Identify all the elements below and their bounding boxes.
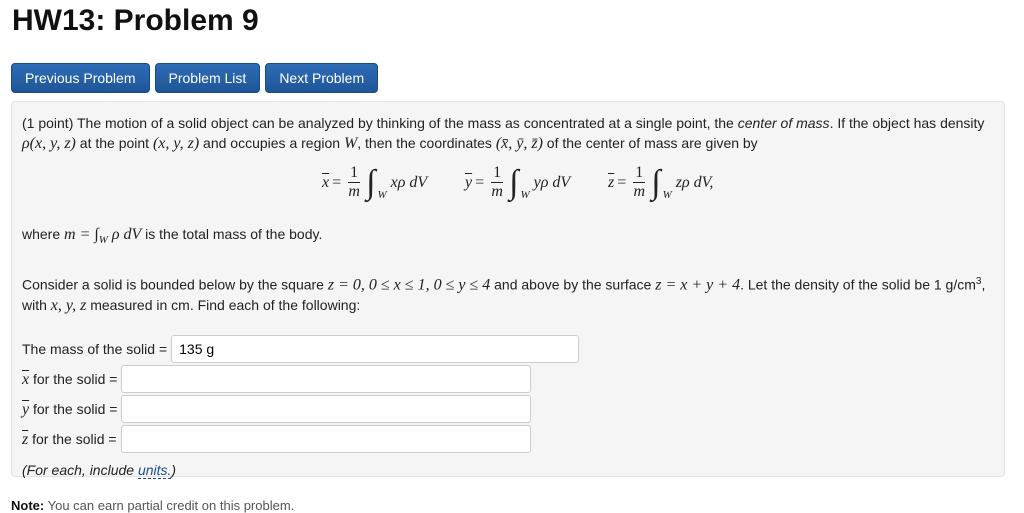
- answer-section: [22, 334, 994, 454]
- integral-subscript: W: [377, 188, 387, 201]
- denominator: m: [491, 183, 503, 200]
- xbar-symbol: $\overline{x}$: [322, 173, 330, 191]
- intro-text: (1 point) The motion of a solid object can be analyzed by thinking of the mass as concentrated at a single point, the: [22, 115, 734, 131]
- denominator: m: [633, 183, 646, 200]
- page-title: HW13: Problem 9: [12, 4, 259, 37]
- units-help-link[interactable]: units.: [137, 462, 172, 479]
- ybar-label-symbol: $\overline{y}$: [22, 400, 30, 418]
- x-integrand: xρ dV: [390, 173, 428, 191]
- zbar-input[interactable]: [121, 425, 531, 453]
- zbar-answer-row: [22, 424, 994, 454]
- density-unit: g/cm: [945, 276, 976, 293]
- variables-math: x, y, z: [50, 297, 87, 315]
- hint-suffix: ): [171, 462, 177, 479]
- problem-setup: [22, 272, 994, 317]
- fraction: [633, 164, 645, 201]
- mass-input[interactable]: [171, 335, 579, 363]
- ybar-label-text: for the solid =: [33, 400, 118, 417]
- xbar-label-symbol: $\overline{x}$: [22, 370, 30, 388]
- mass-integral-math: m = ∫: [64, 226, 99, 243]
- mass-answer-row: [22, 334, 994, 364]
- density-text-d: , then the coordinates: [357, 135, 492, 151]
- note-text: You can earn partial credit on this problem.: [47, 498, 295, 513]
- density-text: density: [940, 115, 985, 131]
- xbar-input[interactable]: [121, 365, 531, 393]
- center-of-mass-formula: [22, 160, 994, 218]
- partial-credit-note: [11, 498, 294, 513]
- numerator: 1: [635, 164, 644, 181]
- xbar-label-text: for the solid =: [33, 370, 118, 387]
- previous-problem-button[interactable]: Previous Problem: [11, 63, 150, 93]
- intro-suffix: . If the object has: [829, 115, 937, 131]
- where-suffix: is the total mass of the body.: [145, 226, 323, 242]
- integral-sign: ∫: [651, 163, 661, 201]
- density-function: ρ(x, y, z): [22, 135, 76, 152]
- ybar-input[interactable]: [121, 395, 531, 423]
- mass-integral-subscript: W: [98, 233, 108, 246]
- xbar-label: [22, 369, 117, 390]
- hint-text: (For each, include: [22, 462, 135, 479]
- xbar-answer-row: [22, 364, 994, 394]
- density-text-b: at the point: [79, 135, 150, 151]
- zbar-symbol: $\overline{z}$: [608, 173, 615, 191]
- fraction: [348, 164, 360, 201]
- total-mass-definition: [22, 224, 994, 250]
- fraction: [491, 164, 503, 201]
- mass-integrand-math: ρ dV: [111, 226, 142, 243]
- integral-subscript: W: [520, 188, 530, 201]
- y-integrand: yρ dV: [533, 173, 571, 191]
- numerator: 1: [350, 164, 359, 181]
- setup-text-c: . Let the density of the solid be 1: [740, 276, 942, 293]
- numerator: 1: [493, 164, 502, 181]
- mass-label: The mass of the solid =: [22, 341, 168, 358]
- zbar-label-text: for the solid =: [32, 430, 117, 447]
- equals-sign: =: [617, 173, 627, 191]
- region-math: W: [343, 135, 358, 152]
- integral-subscript: W: [662, 188, 672, 201]
- units-hint: [22, 460, 994, 480]
- problem-list-button[interactable]: Problem List: [155, 63, 261, 93]
- zbar-label: [22, 429, 117, 450]
- problem-nav: [11, 63, 378, 93]
- denominator: m: [348, 183, 360, 200]
- intro-emphasis: center of mass: [737, 115, 830, 131]
- coords-math: (x̄, ȳ, z̄): [495, 135, 543, 152]
- bounds-math: z = 0, 0 ≤ x ≤ 1, 0 ≤ y ≤ 4: [327, 276, 491, 294]
- xbar-equation: [322, 164, 427, 201]
- setup-text-b: and above by the surface: [494, 276, 652, 293]
- setup-text-f: measured in cm. Find each of the following:: [90, 297, 361, 314]
- ybar-symbol: $\overline{y}$: [465, 173, 473, 191]
- next-problem-button[interactable]: Next Problem: [265, 63, 378, 93]
- zbar-label-symbol: $\overline{z}$: [22, 430, 29, 448]
- equals-sign: =: [475, 173, 485, 191]
- setup-text-a: Consider a solid is bounded below by the square: [22, 276, 324, 293]
- ybar-label: [22, 399, 117, 420]
- equals-sign: =: [332, 173, 342, 191]
- density-text-e: of the center of mass are given by: [546, 135, 758, 151]
- density-text-c: and occupies a region: [203, 135, 341, 151]
- ybar-answer-row: [22, 394, 994, 424]
- zbar-equation: [608, 164, 713, 201]
- ybar-equation: [465, 164, 570, 201]
- note-label: Note:: [11, 498, 45, 513]
- integral-sign: ∫: [509, 163, 519, 201]
- problem-panel: [11, 101, 1005, 477]
- unit-exponent: 3: [975, 275, 982, 287]
- where-text: where: [22, 226, 61, 242]
- point-math: (x, y, z): [152, 135, 200, 152]
- integral-sign: ∫: [366, 163, 376, 201]
- z-integrand: zρ dV,: [675, 173, 714, 191]
- surface-math: z = x + y + 4: [655, 276, 741, 294]
- problem-intro: [22, 113, 994, 154]
- setup-text-e: , with: [22, 276, 986, 314]
